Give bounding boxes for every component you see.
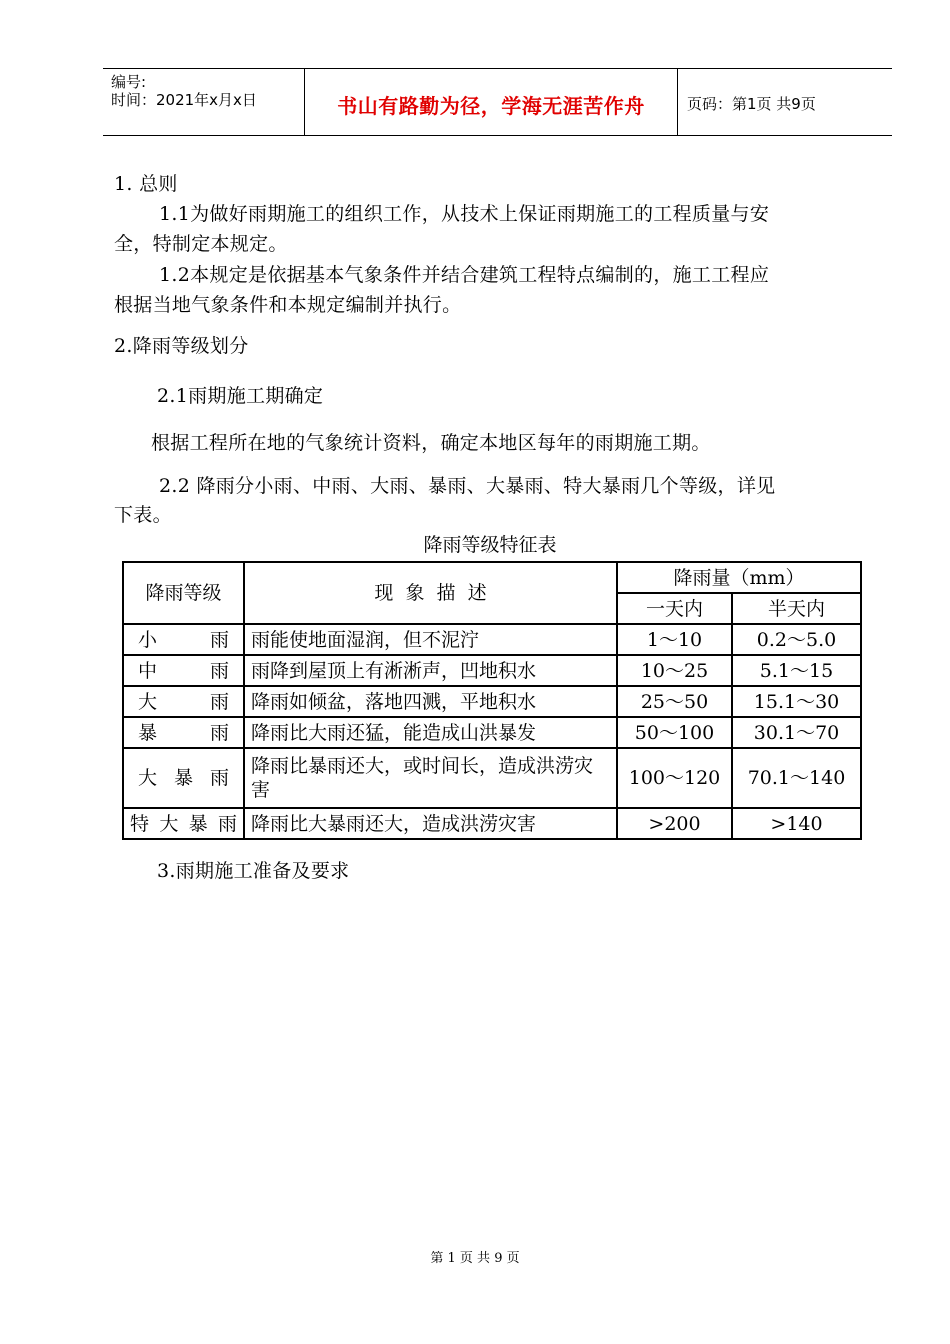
- row-level: 大雨: [123, 686, 244, 717]
- row-description: 降雨比大暴雨还大，造成洪涝灾害: [244, 808, 617, 839]
- row-half-day: 5.1～15: [732, 655, 861, 686]
- row-description: 降雨比暴雨还大，或时间长，造成洪涝灾害: [244, 748, 617, 808]
- row-description: 雨降到屋顶上有淅淅声，凹地积水: [244, 655, 617, 686]
- table-row: [123, 808, 861, 839]
- header-half-day: 半天内: [732, 593, 861, 624]
- header-bottom-rule: [103, 135, 892, 136]
- table-title: 降雨等级特征表: [423, 534, 557, 556]
- header-motto: 书山有路勤为径，学海无涯苦作舟: [337, 94, 645, 118]
- row-half-day: 70.1～140: [732, 748, 861, 808]
- row-description: 雨能使地面湿润，但不泥泞: [244, 624, 617, 655]
- header-description: 现 象 描 述: [244, 562, 617, 624]
- rainfall-grade-table: [122, 561, 862, 840]
- section-1-1-line-2: 全，特制定本规定。: [114, 233, 288, 255]
- header-page-code: 页码：第1页 共9页: [687, 95, 816, 113]
- row-one-day: 50～100: [617, 717, 732, 748]
- header-divider-right: [677, 69, 678, 136]
- section-2-2-line-2: 下表。: [114, 504, 172, 526]
- section-1-2-line-1: 1.2本规定是依据基本气象条件并结合建筑工程特点编制的，施工工程应: [159, 264, 770, 286]
- table-row: [123, 655, 861, 686]
- section-2-1-text: 根据工程所在地的气象统计资料，确定本地区每年的雨期施工期。: [151, 432, 711, 454]
- page-footer: 第 1 页 共 9 页: [430, 1251, 520, 1266]
- row-one-day: 1～10: [617, 624, 732, 655]
- table-row: [123, 686, 861, 717]
- row-description: 降雨比大雨还猛，能造成山洪暴发: [244, 717, 617, 748]
- header-one-day: 一天内: [617, 593, 732, 624]
- row-one-day: 100～120: [617, 748, 732, 808]
- header-rain-amount: 降雨量（mm）: [617, 562, 861, 593]
- header-number-label: 编号:: [111, 73, 147, 91]
- row-level: 大暴雨: [123, 748, 244, 808]
- row-one-day: 10～25: [617, 655, 732, 686]
- row-half-day: 30.1～70: [732, 717, 861, 748]
- row-one-day: >200: [617, 808, 732, 839]
- table-row: [123, 717, 861, 748]
- table-row: [123, 748, 861, 808]
- row-half-day: 0.2～5.0: [732, 624, 861, 655]
- row-half-day: 15.1～30: [732, 686, 861, 717]
- row-level: 暴雨: [123, 717, 244, 748]
- section-2-2-line-1: 2.2 降雨分小雨、中雨、大雨、暴雨、大暴雨、特大暴雨几个等级，详见: [159, 475, 776, 497]
- row-half-day: >140: [732, 808, 861, 839]
- header-time-label: 时间：2021年x月x日: [111, 91, 257, 109]
- section-1-2-line-2: 根据当地气象条件和本规定编制并执行。: [114, 294, 462, 316]
- section-1-1-line-1: 1.1为做好雨期施工的组织工作，从技术上保证雨期施工的工程质量与安: [159, 203, 770, 225]
- header-rain-level: 降雨等级: [123, 562, 244, 624]
- section-2-title: 2.降雨等级划分: [114, 335, 249, 357]
- table-row: [123, 624, 861, 655]
- row-one-day: 25～50: [617, 686, 732, 717]
- section-3-title: 3.雨期施工准备及要求: [157, 860, 350, 882]
- row-level: 特大暴雨: [123, 808, 244, 839]
- header-top-rule: [103, 68, 892, 69]
- row-description: 降雨如倾盆，落地四溅，平地积水: [244, 686, 617, 717]
- section-1-title: 1. 总则: [114, 173, 178, 195]
- row-level: 小雨: [123, 624, 244, 655]
- row-level: 中雨: [123, 655, 244, 686]
- section-2-1-title: 2.1雨期施工期确定: [157, 385, 324, 407]
